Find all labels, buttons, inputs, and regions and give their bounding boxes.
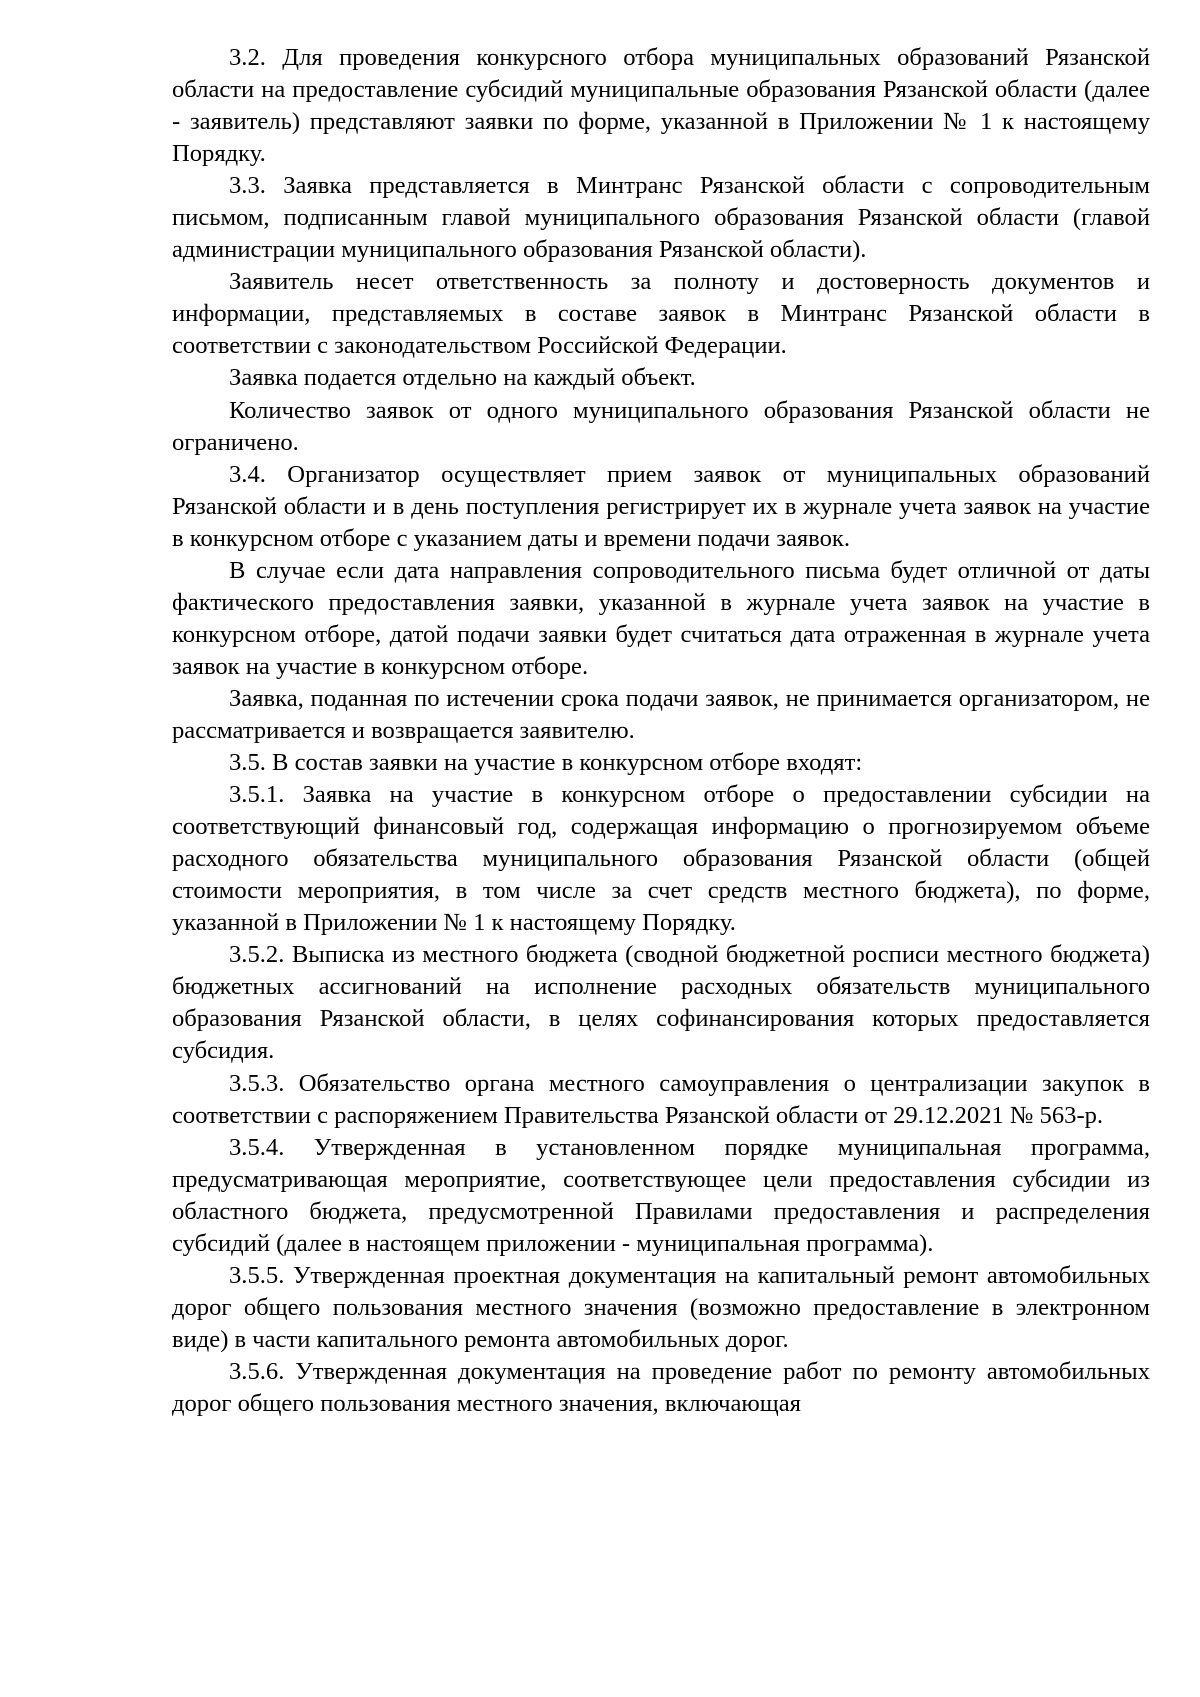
document-page — [172, 42, 1150, 1420]
paragraph-3-5-4: 3.5.4. Утвержденная в установленном порядке муниципальная программа, предусматривающая мероприятие, соответствующее цели предоставления субсидии из областного бюджета, предусмотренной Правилами предоставления и распределения субсидий (далее в настоящем приложении - муниципальная программа). — [172, 1133, 1150, 1257]
paragraph-date-difference: В случае если дата направления сопроводительного письма будет отличной от даты фактического предоставления заявки, указанной в журнале учета заявок на участие в конкурсном отборе, датой подачи заявки будет считаться дата отраженная в журнале учета заявок на участие в конкурсном отборе. — [172, 556, 1150, 680]
paragraph-3-5-1: 3.5.1. Заявка на участие в конкурсном отборе о предоставлении субсидии на соответствующий финансовый год, содержащая информацию о прогнозируемом объеме расходного обязательства муниципального образования Рязанской области (общей стоимости мероприятия, в том числе за счет средств местного бюджета), по форме, указанной в Приложении № 1 к настоящему Порядку. — [172, 781, 1150, 937]
paragraph-application-count: Количество заявок от одного муниципального образования Рязанской области не ограничено. — [172, 396, 1150, 456]
paragraph-3-2: 3.2. Для проведения конкурсного отбора муниципальных образований Рязанской области на предоставление субсидий муниципальные образования Рязанской области (далее - заявитель) представляют заявки по форме, указанной в Приложении № 1 к настоящему Порядку. — [172, 44, 1150, 168]
paragraph-3-5: 3.5. В состав заявки на участие в конкурсном отборе входят: — [229, 749, 863, 777]
paragraph-late-application: Заявка, поданная по истечении срока подачи заявок, не принимается организатором, не рассматривается и возвращается заявителю. — [172, 684, 1150, 744]
paragraph-3-5-3: 3.5.3. Обязательство органа местного самоуправления о централизации закупок в соответствии с распоряжением Правительства Рязанской области от 29.12.2021 № 563-р. — [172, 1069, 1150, 1129]
paragraph-3-3: 3.3. Заявка представляется в Минтранс Рязанской области с сопроводительным письмом, подписанным главой муниципального образования Рязанской области (главой администрации муниципального образования Рязанской области). — [172, 172, 1150, 264]
paragraph-3-5-5: 3.5.5. Утвержденная проектная документация на капитальный ремонт автомобильных дорог общего пользования местного значения (возможно предоставление в электронном виде) в части капитального ремонта автомобильных дорог. — [172, 1261, 1150, 1353]
paragraph-3-5-6: 3.5.6. Утвержденная документация на проведение работ по ремонту автомобильных дорог общего пользования местного значения, включающая — [172, 1357, 1150, 1417]
paragraph-3-5-2: 3.5.2. Выписка из местного бюджета (сводной бюджетной росписи местного бюджета) бюджетных ассигнований на исполнение расходных обязательств муниципального образования Рязанской области, в целях софинансирования которых предоставляется субсидия. — [172, 941, 1150, 1065]
paragraph-applicant-responsibility: Заявитель несет ответственность за полноту и достоверность документов и информации, представляемых в составе заявок в Минтранс Рязанской области в соответствии с законодательством Российской Федерации. — [172, 268, 1150, 360]
paragraph-3-4: 3.4. Организатор осуществляет прием заявок от муниципальных образований Рязанской области и в день поступления регистрирует их в журнале учета заявок на участие в конкурсном отборе с указанием даты и времени подачи заявок. — [172, 460, 1150, 552]
paragraph-per-object: Заявка подается отдельно на каждый объект. — [229, 364, 696, 392]
